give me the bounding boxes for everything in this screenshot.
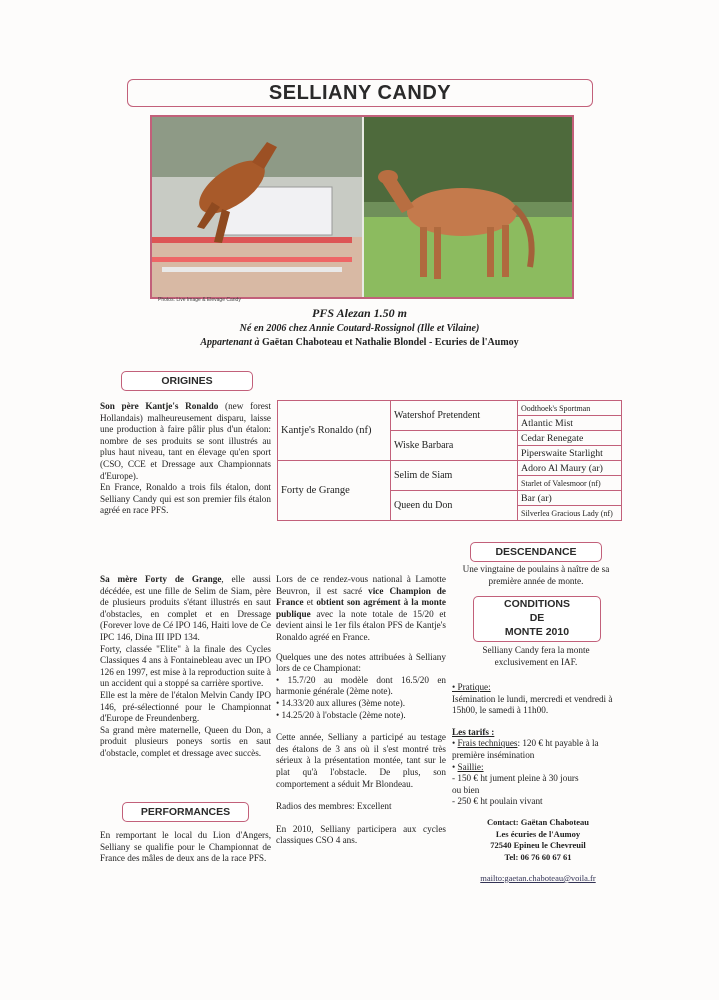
pedigree-sds: Cedar Renegate xyxy=(518,431,622,446)
middle-p1d: obtient son agrément à la monte publique xyxy=(276,597,446,619)
mere-lead: Sa mère Forty de Grange xyxy=(100,574,222,584)
mere-p3: Elle est la mère de l'étalon Melvin Candy IPO 146, pré-sélectionné pour le Championnat d'Europe de Freundenberg. xyxy=(100,689,271,724)
contact-phone: Tel: 06 76 60 67 61 xyxy=(504,851,572,862)
pratique-label: • Pratique: xyxy=(452,682,491,692)
note-item-1: • 15.7/20 au modèle dont 16.5/20 en harmonie générale (2ème note). xyxy=(276,674,446,697)
middle-column xyxy=(276,574,446,847)
middle-p1a: Lors de ce rendez-vous national à Lamotte Beuvron, il est sacré xyxy=(276,574,446,596)
saillie-2: ou bien xyxy=(452,784,480,795)
horse-photo-illustration xyxy=(152,117,572,297)
section-descendance: DESCENDANCE xyxy=(470,542,602,562)
section-performances: PERFORMANCES xyxy=(122,802,249,822)
contact-block xyxy=(452,817,624,863)
pedigree-dam-sire: Selim de Siam xyxy=(391,461,518,491)
middle-p5: En 2010, Selliany participera aux cycles classiques CSO 4 ans. xyxy=(276,823,446,846)
mere-text xyxy=(100,574,271,760)
saillie-1: - 150 € ht jument pleine à 30 jours xyxy=(452,773,579,784)
origines-body: (new forest Hollandais) malheureusement disparu, laisse une production à faire pâlir plus d'un étalon: nombre de ses produits se sont illustrés au plus haut niveau, tant en élevage qu'en sport (CSO, CCE et Dressage aux Championnats d'Europe). xyxy=(100,401,271,481)
pedigree-dam-dam: Queen du Don xyxy=(391,491,518,521)
conditions-intro: Selliany Candy fera la monte exclusivement en IAF. xyxy=(482,645,590,667)
conditions-title-2: DE xyxy=(529,612,545,624)
middle-p1e: avec la note totale de 15/20 et devient ainsi le 1er fils étalon PFS de Kantje's Ronaldo agréé en France. xyxy=(276,608,446,642)
contact-name: Contact: Gaëtan Chaboteau xyxy=(487,817,589,827)
owner-names: Gaëtan Chaboteau et Nathalie Blondel - Ecuries de l'Aumoy xyxy=(262,337,519,348)
pratique-text: Isémination le lundi, mercredi et vendredi à 15h00, le samedi à 11h00. xyxy=(452,693,613,716)
middle-p1b: vice Champion de France xyxy=(276,585,446,608)
middle-p2: Quelques une des notes attribuées à Selliany lors de ce Championat: xyxy=(276,651,446,674)
birth-line: Né en 2006 chez Annie Coutard-Rossignol (Ille et Vilaine) xyxy=(239,323,480,334)
performances-text: En remportant le local du Lion d'Angers, Selliany se qualifie pour le Championnat de France des mâles de deux ans de la race PFS. xyxy=(100,830,271,864)
mere-p4: Sa grand mère maternelle, Queen du Don, a produit plusieurs poneys sortis en saut d'obstacle, complet et dressage avec succès. xyxy=(100,724,271,758)
pedigree-dss: Adoro Al Maury (ar) xyxy=(518,461,622,476)
frais-label: Frais techniques xyxy=(457,738,518,749)
tarifs-label: Les tarifs : xyxy=(452,726,495,737)
pedigree-dds: Bar (ar) xyxy=(518,491,622,506)
saillie-label: Saillie: xyxy=(457,761,484,772)
pedigree-sire-dam: Wiske Barbara xyxy=(391,431,518,461)
section-conditions xyxy=(473,596,601,642)
saillie-3: - 250 € ht poulain vivant xyxy=(452,796,543,807)
pedigree-sire: Kantje's Ronaldo (nf) xyxy=(278,401,391,461)
pedigree-table xyxy=(277,400,622,521)
photo-caption: Photos: Live Image & Elevage Candy xyxy=(158,297,241,303)
frais-text: : 120 € ht payable à la première insémination xyxy=(452,738,599,760)
pedigree-sss: Oodthoek's Sportman xyxy=(518,401,622,416)
descendance-text: Une vingtaine de poulains à naître de sa première année de monte. xyxy=(462,564,610,586)
conditions-details: • Pratique: Isémination le lundi, mercredi et vendredi à 15h00, le samedi à 11h00. Les tarifs : • Frais techniques: 120 € ht payable à la première insémination • Saillie: - 150 € ht jument pleine à 30 jours ou bien - 250 € ht poulain vivant xyxy=(452,682,613,807)
middle-p1c: et xyxy=(303,597,317,608)
page-title: SELLIANY CANDY xyxy=(127,79,593,107)
conditions-title-1: CONDITIONS xyxy=(504,598,570,610)
pedigree-ddd: Silverlea Gracious Lady (nf) xyxy=(518,506,622,521)
origines-lead: Son père Kantje's Ronaldo xyxy=(100,401,219,411)
pedigree-sire-sire: Watershof Pretendent xyxy=(391,401,518,431)
contact-address: 72540 Epineu le Chevreuil xyxy=(490,840,586,850)
origines-text xyxy=(100,401,271,517)
section-origines: ORIGINES xyxy=(121,371,253,391)
contact-stable: Les écuries de l'Aumoy xyxy=(495,828,581,839)
middle-p4: Radios des membres: Excellent xyxy=(276,801,392,812)
pedigree-sdd: Piperswaite Starlight xyxy=(518,446,622,461)
middle-p3: Cette année, Selliany a participé au testage des étalons de 3 ans où il s'est montré très sérieux à la présentation montée, tant sur le plat qu'à l'obstacle. De plus, son comportement a séduit Mr Blondeau. xyxy=(276,732,446,789)
note-item-3: • 14.25/20 à l'obstacle (2ème note). xyxy=(276,709,406,720)
pedigree-dsd: Starlet of Valesmoor (nf) xyxy=(518,476,622,491)
origines-p2: En France, Ronaldo a trois fils étalon, dont Selliany Candy qui est son premier fils étalon agréé en race PFS. xyxy=(100,482,271,516)
mere-p1: , elle aussi décédée, est une fille de Selim de Siam, père de plusieurs produits s'étant illustrés en saut d'obstacles, en complet et en Dressage (Forever love de Cé IPO 146, Haiti love de Ce IPC 146, Dina III IPD 134. xyxy=(100,574,271,642)
owner-line xyxy=(0,337,719,348)
horse-photos xyxy=(150,115,574,299)
pedigree-ssd: Atlantic Mist xyxy=(518,416,622,431)
mere-p2: Forty, classée "Elite" à la finale des Cycles Classiques 4 ans à Fontainebleau avec un IPO 126 en 1997, est mise à la reproduction suite à un accident qui a stoppé sa carrière sportive. xyxy=(100,643,271,689)
contact-email-link[interactable]: mailto:gaetan.chaboteau@voila.fr xyxy=(480,873,596,883)
conditions-title-3: MONTE 2010 xyxy=(504,626,570,638)
owner-prefix: Appartenant à xyxy=(200,337,260,348)
note-item-2: • 14.33/20 aux allures (3ème note). xyxy=(276,697,405,708)
pedigree-dam: Forty de Grange xyxy=(278,461,391,521)
breed-line: PFS Alezan 1.50 m xyxy=(312,306,407,320)
